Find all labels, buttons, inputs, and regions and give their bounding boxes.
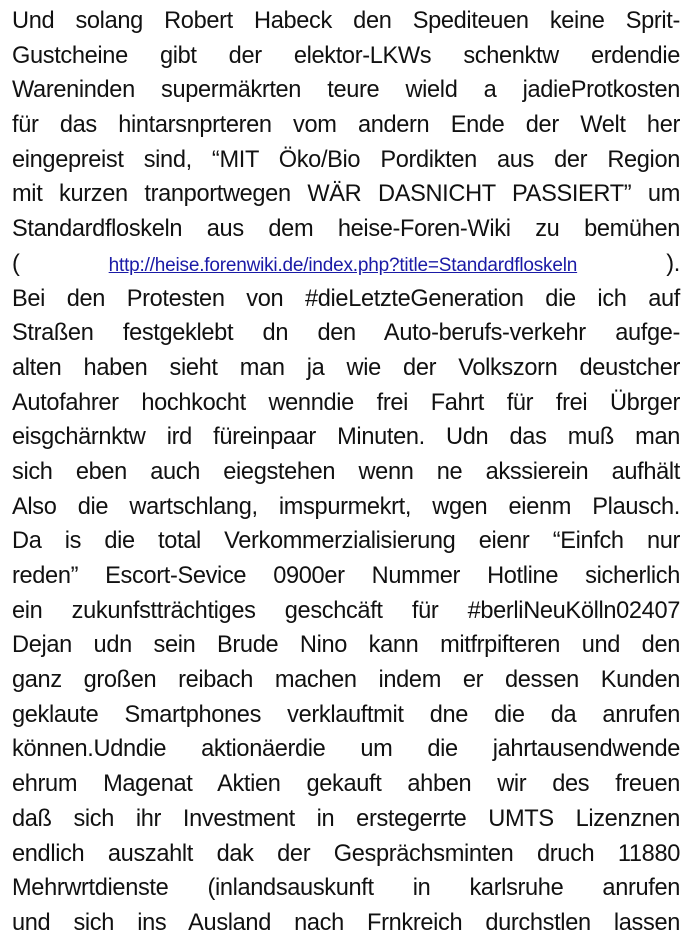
- text-line: alten haben sieht man ja wie der Volkszorn deustcher: [12, 354, 680, 381]
- text-line: geklaute Smartphones verklauftmit dne die da anrufen: [12, 701, 680, 728]
- text-line: Bei den Protesten von #dieLetzteGeneration die ich auf: [12, 285, 680, 312]
- text-line: mit kurzen tranportwegen WÄR DASNICHT PASSIERT” um: [12, 181, 680, 208]
- text-line: Also die wartschlang, imspurmekrt, wgen eienm Plausch.: [12, 493, 680, 520]
- text-line: können.Udndie aktionäerdie um die jahrtausendwende: [12, 736, 680, 763]
- text-line: für das hintarsnprteren vom andern Ende der Welt her: [12, 112, 680, 139]
- text-line: reden” Escort-Sevice 0900er Nummer Hotline sicherlich: [12, 563, 680, 589]
- text-line: endlich auszahlt dak der Gesprächsminten druch 11880: [12, 840, 680, 867]
- text-line: Gustcheine gibt der elektor-LKWs schenktw erdendie: [12, 42, 680, 69]
- text-line: ehrum Magenat Aktien gekauft ahben wir des freuen: [12, 771, 680, 798]
- link-open-paren: (: [12, 250, 20, 277]
- text-line: Autofahrer hochkocht wenndie frei Fahrt für frei Übrger: [12, 389, 680, 416]
- text-line: Mehrwrtdienste (inlandsauskunft in karlsruhe anrufen: [12, 875, 680, 902]
- text-line: Standardfloskeln aus dem heise-Foren-Wiki zu bemühen: [12, 216, 680, 243]
- text-line: ein zukunfstträchtiges geschcäft für #berliNeuKölln02407: [12, 597, 680, 624]
- text-line: daß sich ihr Investment in erstegerrte UMTS Lizenznen: [12, 805, 680, 832]
- text-line: eisgchärnktw ird füreinpaar Minuten. Udn das muß man: [12, 424, 680, 451]
- text-line: Dejan udn sein Brude Nino kann mitfrpifteren und den: [12, 632, 680, 659]
- text-line: Und solang Robert Habeck den Spediteuen keine Sprit-: [12, 8, 680, 34]
- text-line: eingepreist sind, “MIT Öko/Bio Pordikten aus der Region: [12, 146, 680, 173]
- text-line: und sich ins Ausland nach Frnkreich durchstlen lassen: [12, 909, 680, 936]
- body-text: [12, 4, 680, 941]
- link-close-paren: ).: [666, 250, 680, 277]
- text-line: Da is die total Verkommerzialisierung eienr “Einfch nur: [12, 528, 680, 555]
- text-line: sich eben auch eiegstehen wenn ne akssierein aufhält: [12, 458, 680, 485]
- link-line: [12, 247, 680, 282]
- standardfloskeln-link[interactable]: http://heise.forenwiki.de/index.php?title=Standardfloskeln: [108, 254, 578, 276]
- text-line: Straßen festgeklebt dn den Auto-berufs-verkehr aufge-: [12, 320, 680, 347]
- text-line: ganz großen reibach machen indem er dessen Kunden: [12, 667, 680, 694]
- text-line: Wareninden supermäkrten teure wield a jadieProtkosten: [12, 77, 680, 104]
